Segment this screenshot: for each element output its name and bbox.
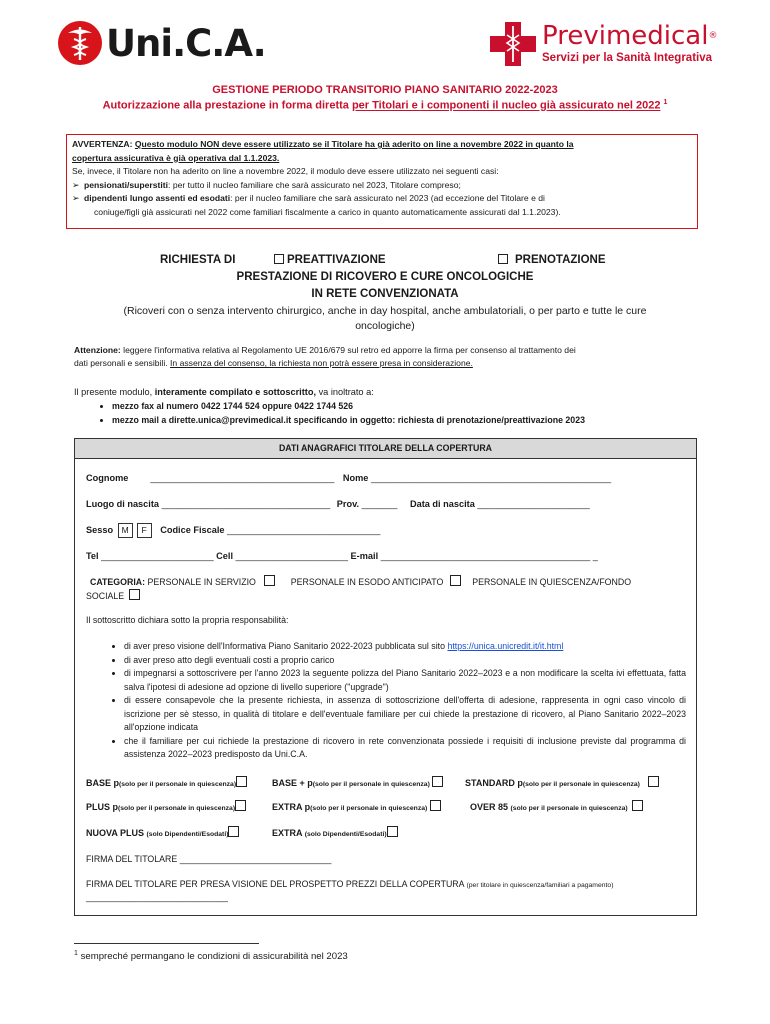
sesso-row: Sesso M F Codice Fiscale ______________________________ xyxy=(86,523,380,538)
arrow-bullet-icon: ➢ xyxy=(72,179,80,190)
declaration-list xyxy=(86,640,686,762)
unica-site-link[interactable]: https://unica.unicredit.it/it.html xyxy=(447,641,564,651)
firma-presa-visione-field[interactable]: _____________________________ xyxy=(86,892,228,902)
plan-plus: PLUS p(solo per il personale in quiescenza) xyxy=(86,800,249,812)
section-heading-2: IN RETE CONVENZIONATA xyxy=(311,288,459,300)
nome-field[interactable]: _______________________________________________ xyxy=(370,473,612,483)
tel-field[interactable]: ______________________ xyxy=(101,551,214,561)
footnote: $^1$ sempreché permangano le condizioni di assicurabilità nel 2023 xyxy=(74,950,348,963)
declaration-item: • di aver preso visione dell'Informativa Piano Sanitario 2022-2023 pubblicata sul sito https://unica.unicredit.it/it.html xyxy=(124,640,686,654)
declaration-item: • di impegnarsi a sottoscrivere per l'anno 2023 la seguente polizza del Piano Sanitario 2022–2023 e a non modificare la scelta ivi effettuata, fatta salva l'ipotesi di adesione ad opzione di livello superiore ("upgrade") xyxy=(124,667,686,694)
unica-logo xyxy=(58,20,266,66)
cognome-row: Cognome ____________________________________ Nome _______________________________________________ xyxy=(86,473,612,483)
form-header: DATI ANAGRAFICI TITOLARE DELLA COPERTURA xyxy=(75,439,696,459)
section-subheading-1: (Ricoveri con o senza intervento chirurgico, anche in day hospital, anche ambulatoriali, o per parto e tutte le cure xyxy=(123,305,647,317)
prov-field[interactable]: _______ xyxy=(361,499,398,509)
cell-field[interactable]: ______________________ xyxy=(235,551,348,561)
plan-plus-checkbox[interactable] xyxy=(235,800,246,811)
plan-standard-checkbox[interactable] xyxy=(648,776,659,787)
send-instructions: Il presente modulo, interamente compilato e sottoscritto, va inoltrato a: • mezzo fax al numero 0422 1744 524 oppure 0422 1744 526 • mezzo mail a dirette.unica@previmedical.it specificando in oggetto: richiesta di prenotazione/preattivazione 2023 xyxy=(74,385,714,427)
data-nascita-field[interactable]: ______________________ xyxy=(477,499,590,509)
declaration-item: • di aver preso atto degli eventuali costi a proprio carico xyxy=(124,654,686,668)
plan-base-plus: BASE + p(solo per il personale in quiescenza) xyxy=(272,776,446,788)
preattivazione-option[interactable]: PREATTIVAZIONE xyxy=(274,254,386,266)
prenotazione-checkbox[interactable] xyxy=(498,254,508,264)
document-title: GESTIONE PERIODO TRANSITORIO PIANO SANITARIO 2022-2023 xyxy=(212,84,558,96)
firma-titolare-field[interactable]: _______________________________ xyxy=(179,854,332,864)
declaration-item: • di essere consapevole che la presente richiesta, in assenza di sottoscrizione dell'offerta di adesione, rappresenta in ogni caso vincolo di iscrizione per sè stesso, in qualità di titolare e dell'eventuale familiare per cui chiede la prestazione di ricovero, al Piano Sanitario 2022–2023 all'opzione indicata xyxy=(124,694,686,735)
cognome-field[interactable]: ____________________________________ xyxy=(150,473,335,483)
codice-fiscale-field[interactable]: ______________________________ xyxy=(227,525,381,535)
plan-nuova-plus: NUOVA PLUS (solo Dipendenti/Esodati) xyxy=(86,826,242,838)
plan-base-checkbox[interactable] xyxy=(236,776,247,787)
plan-extra-checkbox[interactable] xyxy=(430,800,441,811)
declaration-item: • che il familiare per cui richiede la prestazione di ricovero in rete convenzionata possiede i requisiti di inclusione previste dal programma di assistenza 2022–2023 predisposto da Uni.C.A. xyxy=(124,735,686,762)
categoria-row: CATEGORIA: PERSONALE IN SERVIZIO PERSONALE IN ESODO ANTICIPATO PERSONALE IN QUIESCENZA/FONDO xyxy=(90,577,632,587)
footnote-divider xyxy=(74,943,259,944)
request-label: RICHIESTA DI xyxy=(160,254,236,266)
fax-instruction: • mezzo fax al numero 0422 1744 524 oppure 0422 1744 526 xyxy=(112,399,714,413)
unica-caduceus-icon xyxy=(58,21,102,65)
plan-base-plus-checkbox[interactable] xyxy=(432,776,443,787)
cat-servizio-checkbox[interactable] xyxy=(264,575,275,586)
prenotazione-option[interactable]: PRENOTAZIONE xyxy=(498,254,606,266)
categoria-row-cont: SOCIALE xyxy=(86,589,143,601)
declaration-intro: Il sottoscritto dichiara sotto la propria responsabilità: xyxy=(86,615,289,625)
plan-nuova-plus-checkbox[interactable] xyxy=(228,826,239,837)
luogo-row: Luogo di nascita _________________________________ Prov. _______ Data di nascita ______________________ xyxy=(86,499,590,509)
plan-over85: OVER 85 (solo per il personale in quiescenza) xyxy=(470,800,646,812)
document-subtitle: Autorizzazione alla prestazione in forma diretta per Titolari e i componenti il nucleo già assicurato nel 2022 $^1$ xyxy=(102,99,668,112)
cat-quiescenza-checkbox[interactable] xyxy=(129,589,140,600)
sex-m-checkbox[interactable]: M xyxy=(118,523,133,538)
sex-f-checkbox[interactable]: F xyxy=(137,523,152,538)
arrow-bullet-icon: ➢ xyxy=(72,193,80,204)
section-heading-1: PRESTAZIONE DI RICOVERO E CURE ONCOLOGICHE xyxy=(236,271,534,283)
unica-logo-text: Uni.C.A. xyxy=(106,21,266,65)
firma-presa-visione: FIRMA DEL TITOLARE PER PRESA VISIONE DEL PROSPETTO PREZZI DELLA COPERTURA (per titolare in quiescenza/familiari a pagamento) xyxy=(86,879,614,889)
email-field[interactable]: _________________________________________ _ xyxy=(380,551,598,561)
previmedical-cross-icon xyxy=(490,22,536,66)
section-subheading-2: oncologiche) xyxy=(355,320,415,332)
plan-over85-checkbox[interactable] xyxy=(632,800,643,811)
previmedical-tagline: Servizi per la Sanità Integrativa xyxy=(542,52,713,64)
firma-titolare: FIRMA DEL TITOLARE _______________________________ xyxy=(86,854,332,864)
contact-row: Tel ______________________ Cell ______________________ E-mail _________________________________________ _ xyxy=(86,551,598,561)
mail-instruction: • mezzo mail a dirette.unica@previmedical.it specificando in oggetto: richiesta di prenotazione/preattivazione 2023 xyxy=(112,413,714,427)
plan-base: BASE p(solo per il personale in quiescenza) xyxy=(86,776,250,788)
cat-esodo-checkbox[interactable] xyxy=(450,575,461,586)
attention-note: Attenzione: leggere l'informativa relativa al Regolamento UE 2016/679 sul retro ed apporre la firma per consenso al trattamento dei dati personali e sensibili. In assenza del consenso, la richiesta non potrà essere presa in considerazione. xyxy=(74,345,576,368)
preattivazione-checkbox[interactable] xyxy=(274,254,284,264)
plan-extra-dipendenti: EXTRA (solo Dipendenti/Esodati) xyxy=(272,826,401,838)
plan-standard: STANDARD p(solo per il personale in quiescenza) xyxy=(465,776,662,788)
luogo-field[interactable]: _________________________________ xyxy=(161,499,331,509)
previmedical-name: Previmedical® xyxy=(542,21,718,51)
warning-box: AVVERTENZA: Questo modulo NON deve essere utilizzato se il Titolare ha già aderito on line a novembre 2022 in quanto la copertura assicurativa è già operativa dal 1.1.2023. Se, invece, il Titolare non ha aderito on line a novembre 2022, il modulo deve essere utilizzato nei seguenti casi: ➢ pensionati/superstiti: per tutto il nucleo familiare che sarà assicurato nel 2023, Titolare compreso; ➢ dipendenti lungo assenti ed esodati: per il nucleo familiare che sarà assicurato nel 2023 (ad eccezione del Titolare e di coniuge/figli già assicurati nel 2022 come familiari fiscalmente a carico in quanto automaticamente assicurati dal 1.1.2023). xyxy=(66,134,698,229)
plan-extra-dipendenti-checkbox[interactable] xyxy=(387,826,398,837)
plan-extra: EXTRA p(solo per il personale in quiescenza) xyxy=(272,800,444,812)
previmedical-logo xyxy=(490,22,717,66)
